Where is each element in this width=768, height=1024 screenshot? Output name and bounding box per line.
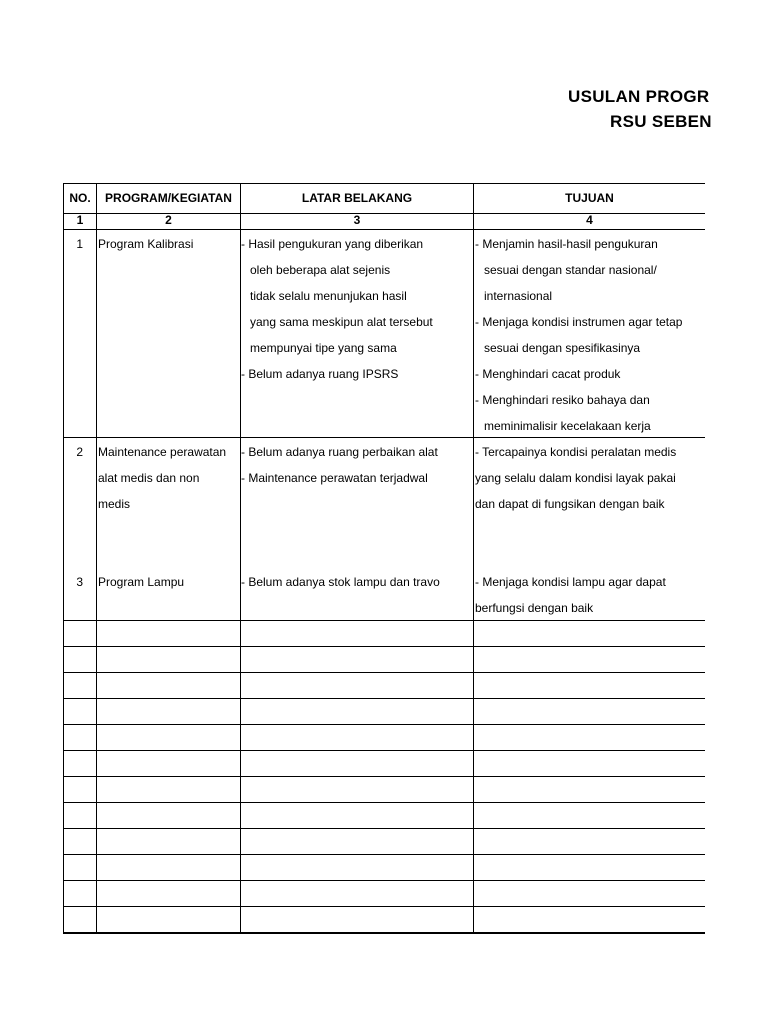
header-number: 3 — [353, 213, 361, 227]
row-divider — [63, 828, 705, 829]
program-cell — [98, 569, 184, 595]
tujuan-line: - Tercapainya kondisi peralatan medis — [475, 445, 677, 459]
program-line: Maintenance perawatan — [98, 445, 227, 459]
tujuan-line: - Menghindari cacat produk — [475, 367, 621, 381]
tujuan-line: meminimalisir kecelakaan kerja — [484, 419, 651, 433]
header-number: 2 — [165, 213, 172, 227]
row-divider — [63, 854, 705, 855]
program-line: Program Lampu — [98, 575, 185, 589]
header-tujuan: TUJUAN — [565, 191, 614, 205]
program-line: Program Kalibrasi — [98, 237, 194, 251]
tujuan-cell — [475, 439, 676, 517]
tujuan-line: sesuai dengan spesifikasinya — [484, 341, 641, 355]
latar-line: - Belum adanya ruang perbaikan alat — [241, 445, 438, 459]
latar-line: - Maintenance perawatan terjadwal — [241, 471, 428, 485]
tujuan-line: - Menjaga kondisi lampu agar dapat — [475, 575, 666, 589]
row-number: 2 — [76, 445, 83, 459]
document-title: USULAN PROGR — [568, 87, 710, 106]
tujuan-line: berfungsi dengan baik — [475, 601, 594, 615]
header-program: PROGRAM/KEGIATAN — [105, 191, 232, 205]
latar-line: tidak selalu menunjukan hasil — [250, 289, 407, 303]
header-number: 1 — [76, 213, 84, 227]
tujuan-cell — [475, 231, 682, 439]
latar-belakang-cell — [241, 439, 438, 491]
latar-line: mempunyai tipe yang sama — [250, 341, 397, 355]
latar-line: - Belum adanya stok lampu dan travo — [241, 575, 440, 589]
col-divider-3 — [473, 183, 474, 934]
tujuan-line: - Menjamin hasil-hasil pengukuran — [475, 237, 658, 251]
latar-belakang-cell — [241, 569, 440, 595]
latar-line: oleh beberapa alat sejenis — [250, 263, 391, 277]
row-divider — [63, 672, 705, 673]
header-numbers-divider — [63, 229, 705, 230]
program-cell — [98, 231, 193, 257]
tujuan-line: - Menjaga kondisi instrumen agar tetap — [475, 315, 683, 329]
program-table — [63, 183, 705, 934]
row-divider — [63, 776, 705, 777]
tujuan-line: sesuai dengan standar nasional/ — [484, 263, 657, 277]
row-divider — [63, 698, 705, 699]
row-number: 3 — [76, 575, 83, 589]
tujuan-cell — [475, 569, 666, 621]
latar-line: yang sama meskipun alat tersebut — [250, 315, 433, 329]
latar-belakang-cell — [241, 231, 433, 387]
header-latar-belakang: LATAR BELAKANG — [301, 191, 413, 205]
tujuan-line: internasional — [484, 289, 553, 303]
header-number: 4 — [586, 213, 593, 227]
row-divider — [63, 906, 705, 907]
program-line: alat medis dan non — [98, 471, 200, 485]
latar-line: - Belum adanya ruang IPSRS — [241, 367, 399, 381]
latar-line: - Hasil pengukuran yang diberikan — [241, 237, 424, 251]
document-subtitle: RSU SEBEN — [610, 112, 712, 131]
row-divider — [63, 802, 705, 803]
tujuan-line: dan dapat di fungsikan dengan baik — [475, 497, 665, 511]
header-no: NO. — [69, 191, 91, 205]
row-number: 1 — [76, 237, 83, 251]
table-border-left — [63, 183, 64, 934]
tujuan-line: yang selalu dalam kondisi layak pakai — [475, 471, 676, 485]
row-divider — [63, 646, 705, 647]
row-divider — [63, 724, 705, 725]
table-border-bottom — [63, 932, 705, 934]
tujuan-line: - Menghindari resiko bahaya dan — [475, 393, 650, 407]
program-line: medis — [98, 497, 131, 511]
program-cell — [98, 439, 226, 517]
row-divider — [63, 750, 705, 751]
row-divider — [63, 880, 705, 881]
col-divider-1 — [96, 183, 97, 934]
